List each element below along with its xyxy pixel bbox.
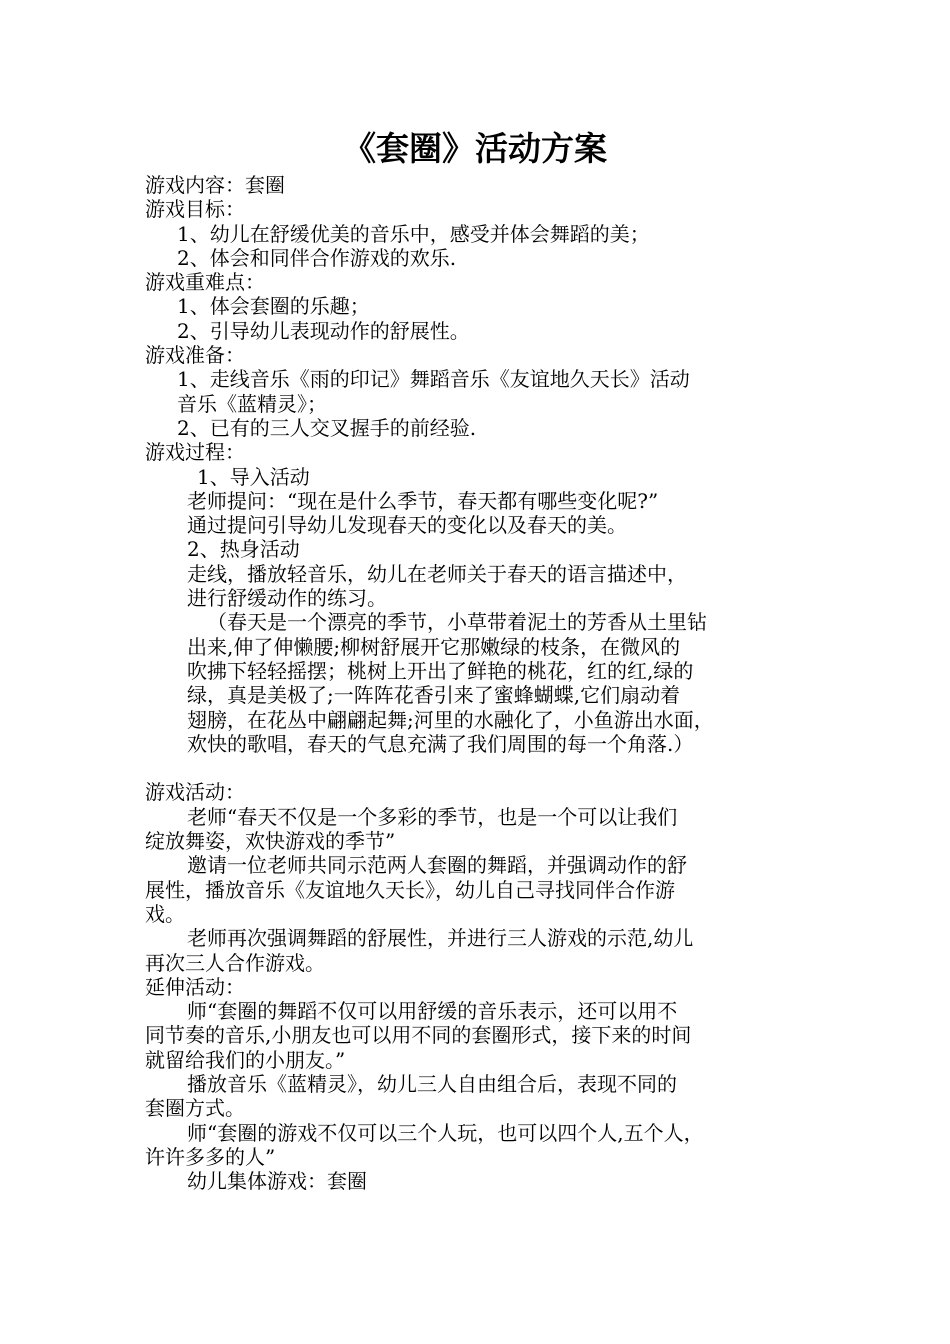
text-line: 游戏重难点： <box>145 270 265 295</box>
text-line: 戏。 <box>145 901 185 926</box>
text-line: 老师提问：“现在是什么季节，春天都有哪些变化呢?” <box>187 488 659 513</box>
text-line: 欢快的歌唱，春天的气息充满了我们周围的每一个角落.） <box>187 731 694 756</box>
text-line: 套圈方式。 <box>145 1096 245 1121</box>
text-line: 出来,伸了伸懒腰;柳树舒展开它那嫩绿的枝条，在微风的 <box>187 634 681 659</box>
text-line: 走线，播放轻音乐，幼儿在老师关于春天的语言描述中， <box>187 561 687 586</box>
text-line: 绿，真是美极了;一阵阵花香引来了蜜蜂蝴蝶,它们扇动着 <box>187 683 681 708</box>
text-line: （春天是一个漂亮的季节，小草带着泥土的芳香从土里钻 <box>207 610 707 635</box>
text-line: 2、已有的三人交叉握手的前经验. <box>177 415 477 440</box>
text-line: 师“套圈的舞蹈不仅可以用舒缓的音乐表示，还可以用不 <box>187 999 678 1024</box>
text-line: 游戏内容：套圈 <box>145 173 285 197</box>
text-line: 1、导入活动 <box>197 464 310 489</box>
text-line: 1、体会套圈的乐趣； <box>177 294 370 319</box>
text-line: 游戏准备： <box>145 343 245 368</box>
text-line: 老师“春天不仅是一个多彩的季节，也是一个可以让我们 <box>187 804 678 829</box>
text-line: 音乐《蓝精灵》； <box>177 391 327 416</box>
text-line: 游戏活动： <box>145 780 245 805</box>
text-line: 展性，播放音乐《友谊地久天长》，幼儿自己寻找同伴合作游 <box>145 877 675 902</box>
text-line: 绽放舞姿，欢快游戏的季节” <box>145 829 396 854</box>
text-line: 游戏过程： <box>145 440 245 465</box>
text-line: 老师再次强调舞蹈的舒展性，并进行三人游戏的示范,幼儿 <box>187 926 694 951</box>
text-line: 翅膀，在花丛中翩翩起舞;河里的水融化了，小鱼游出水面， <box>187 707 714 732</box>
blank-line <box>145 756 815 780</box>
text-line: 就留给我们的小朋友。” <box>145 1047 346 1072</box>
text-line: 2、热身活动 <box>187 537 300 562</box>
text-line: 许许多多的人” <box>145 1144 276 1169</box>
text-line: 延伸活动： <box>145 974 245 999</box>
text-line: 游戏目标： <box>145 197 245 222</box>
text-line: 同节奏的音乐,小朋友也可以用不同的套圈形式，接下来的时间 <box>145 1023 692 1048</box>
document-title: 《套圈》活动方案 <box>343 129 607 168</box>
text-line: 再次三人合作游戏。 <box>145 950 325 975</box>
text-line: 1、幼儿在舒缓优美的音乐中，感受并体会舞蹈的美； <box>177 221 650 246</box>
text-line: 播放音乐《蓝精灵》，幼儿三人自由组合后，表现不同的 <box>187 1071 677 1096</box>
document-body <box>145 173 815 1193</box>
text-line: 吹拂下轻轻摇摆；桃树上开出了鲜艳的桃花，红的红,绿的 <box>187 658 694 683</box>
text-line: 进行舒缓动作的练习。 <box>187 586 387 611</box>
text-line: 1、走线音乐《雨的印记》舞蹈音乐《友谊地久天长》活动 <box>177 367 690 392</box>
text-line: 通过提问引导幼儿发现春天的变化以及春天的美。 <box>187 513 627 538</box>
text-line: 幼儿集体游戏：套圈 <box>187 1169 367 1194</box>
text-line: 2、引导幼儿表现动作的舒展性。 <box>177 318 470 343</box>
text-line: 师“套圈的游戏不仅可以三个人玩，也可以四个人,五个人， <box>187 1120 704 1145</box>
text-line: 邀请一位老师共同示范两人套圈的舞蹈，并强调动作的舒 <box>187 853 687 878</box>
text-line: 2、体会和同伴合作游戏的欢乐. <box>177 245 457 270</box>
